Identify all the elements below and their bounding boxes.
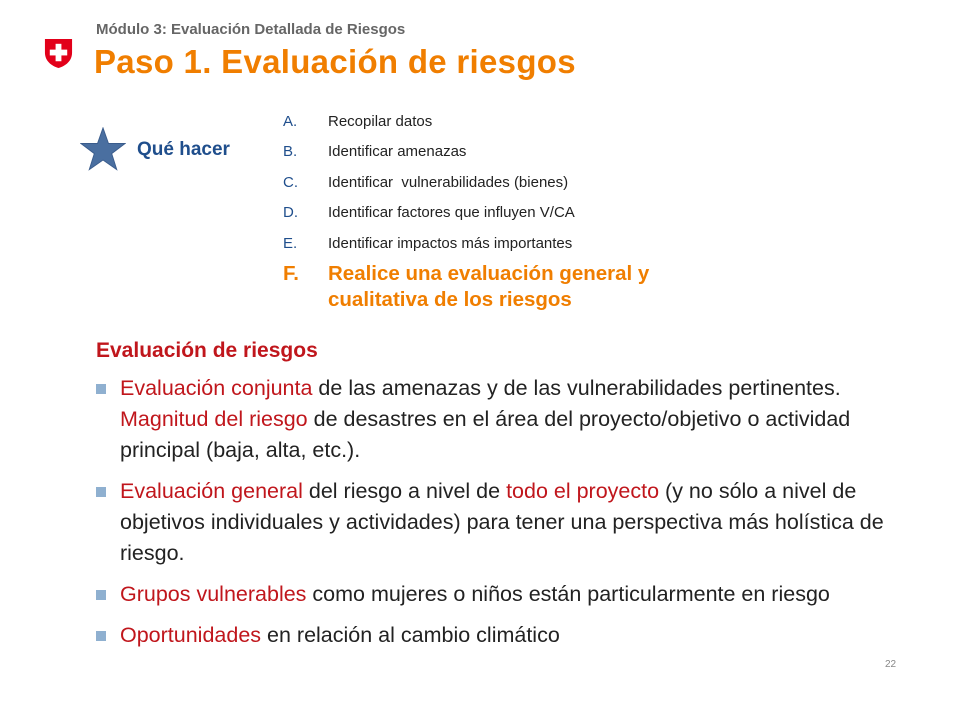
step-item bbox=[283, 106, 943, 137]
step-text: Realice una evaluación general y cualitativa de los riesgos bbox=[328, 261, 650, 311]
bullet-text bbox=[120, 579, 916, 610]
bullet-emphasis: Grupos vulnerables bbox=[120, 582, 307, 606]
step-text: Identificar impactos más importantes bbox=[328, 234, 573, 252]
step-letter: F. bbox=[283, 261, 299, 285]
swiss-cross-shield-icon bbox=[43, 38, 74, 69]
steps-list bbox=[283, 106, 943, 313]
bullet-item bbox=[96, 476, 916, 569]
step-letter: C. bbox=[283, 173, 298, 191]
bullet-square-icon bbox=[96, 384, 106, 394]
bullet-emphasis: Magnitud del riesgo bbox=[120, 407, 308, 431]
bullet-emphasis: todo el proyecto bbox=[506, 479, 660, 503]
step-item bbox=[283, 228, 943, 259]
step-item bbox=[283, 137, 943, 168]
page-number: 22 bbox=[885, 659, 897, 670]
step-text: Identificar factores que influyen V/CA bbox=[328, 204, 575, 222]
bullet-text bbox=[120, 620, 916, 651]
bullet-text bbox=[120, 373, 916, 466]
bullet-list bbox=[96, 373, 916, 661]
bullet-plain: del riesgo a nivel de bbox=[302, 479, 507, 503]
bullet-square-icon bbox=[96, 590, 106, 600]
module-label: Módulo 3: Evaluación Detallada de Riesgos bbox=[96, 21, 406, 38]
bullet-plain: en relación al cambio climático bbox=[261, 623, 560, 647]
bullet-emphasis: Evaluación conjunta bbox=[120, 376, 313, 400]
bullet-text bbox=[120, 476, 916, 569]
step-text: Recopilar datos bbox=[328, 112, 433, 130]
section-heading: Evaluación de riesgos bbox=[96, 339, 318, 362]
bullet-plain: (y no sólo a nivel de objetivos individuales y actividades) para tener una perspectiva más holística de riesgo. bbox=[120, 479, 884, 565]
step-item bbox=[283, 198, 943, 229]
step-item bbox=[283, 167, 943, 198]
bullet-plain: de desastres en el área del proyecto/objetivo o actividad principal (baja, alta, etc.). bbox=[120, 407, 851, 462]
bullet-item bbox=[96, 373, 916, 466]
que-hacer-label: Qué hacer bbox=[137, 139, 230, 160]
step-letter: E. bbox=[283, 234, 298, 252]
step-item-current bbox=[283, 261, 943, 313]
step-letter: B. bbox=[283, 143, 298, 161]
star-icon bbox=[80, 127, 126, 171]
step-text: Identificar amenazas bbox=[328, 143, 467, 161]
bullet-emphasis: Evaluación general bbox=[120, 479, 303, 503]
bullet-plain: como mujeres o niños están particularmente en riesgo bbox=[306, 582, 830, 606]
bullet-square-icon bbox=[96, 487, 106, 497]
page-title: Paso 1. Evaluación de riesgos bbox=[94, 43, 576, 80]
step-letter: A. bbox=[283, 112, 298, 130]
bullet-item bbox=[96, 579, 916, 610]
bullet-plain: de las amenazas y de las vulnerabilidades pertinentes. bbox=[312, 376, 841, 400]
bullet-item bbox=[96, 620, 916, 651]
step-letter: D. bbox=[283, 204, 298, 222]
step-text: Identificar vulnerabilidades (bienes) bbox=[328, 173, 569, 191]
bullet-square-icon bbox=[96, 631, 106, 641]
bullet-emphasis: Oportunidades bbox=[120, 623, 262, 647]
